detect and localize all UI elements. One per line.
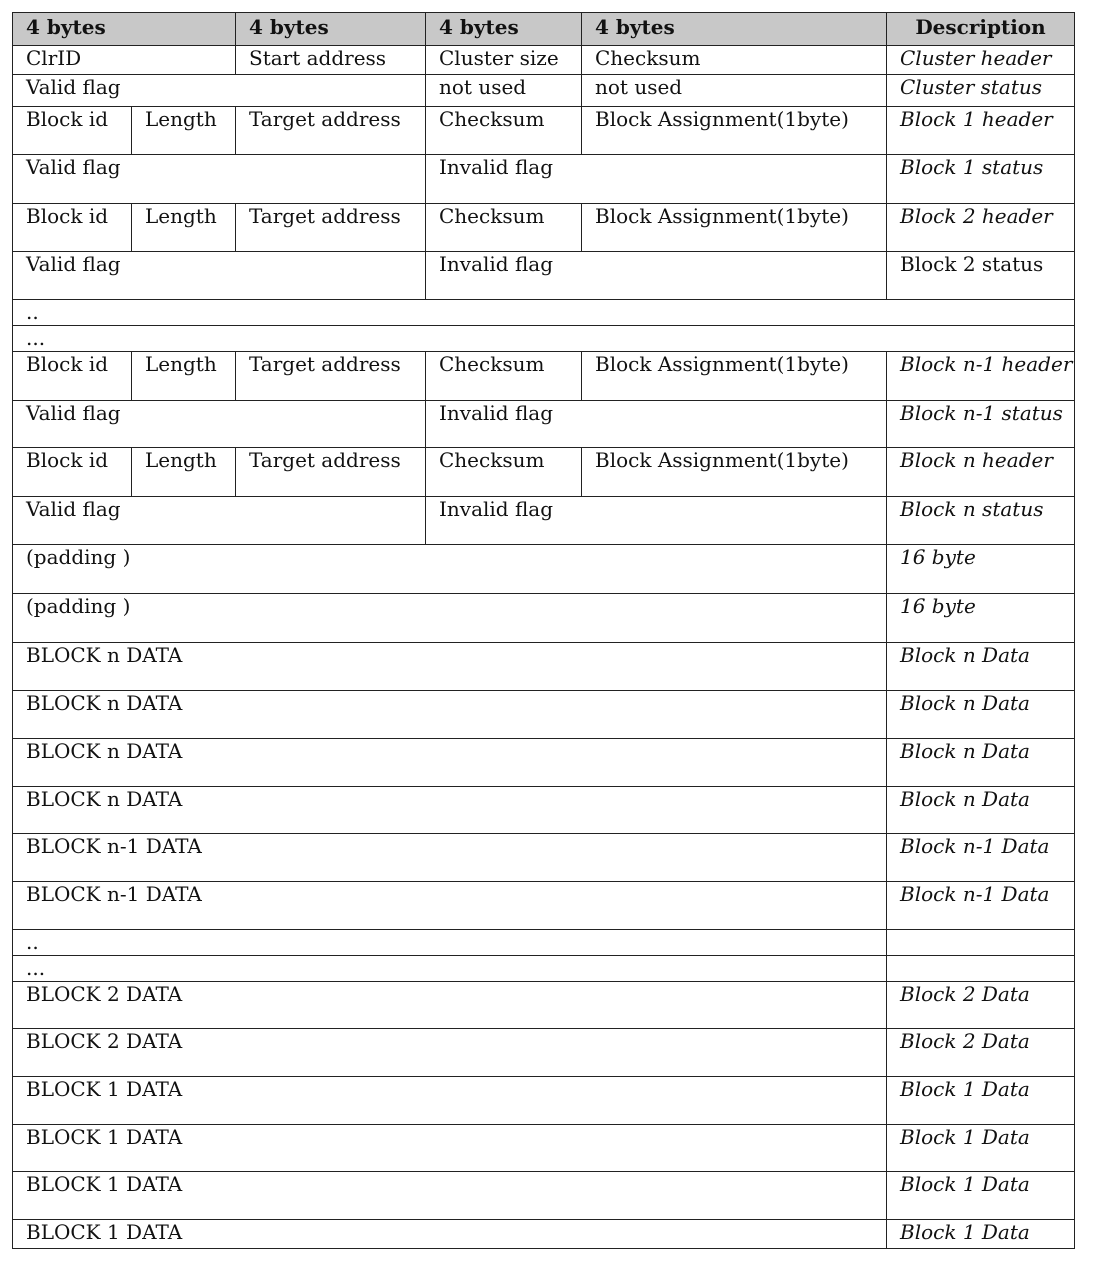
ellipsis-cell: ... — [13, 956, 887, 982]
block-status-desc: Block n-1 status — [887, 401, 1075, 448]
data-row — [13, 982, 1075, 1029]
checksum-cell: Checksum — [426, 107, 582, 155]
data-desc: Block 1 Data — [887, 1125, 1075, 1172]
block-assignment-cell: Block Assignment(1byte) — [582, 107, 887, 155]
data-row — [13, 1125, 1075, 1172]
block-header-desc: Block 1 header — [887, 107, 1075, 155]
cluster-valid-flag-cell: Valid flag — [13, 75, 426, 107]
data-row — [13, 691, 1075, 739]
valid-flag-cell: Valid flag — [13, 401, 426, 448]
data-cell: BLOCK 1 DATA — [13, 1172, 887, 1220]
target-address-cell: Target address — [236, 352, 426, 401]
length-cell: Length — [132, 448, 236, 497]
ellipsis-row — [13, 930, 1075, 956]
data-cell: BLOCK n-1 DATA — [13, 882, 887, 930]
data-row — [13, 1029, 1075, 1077]
block-id-cell: Block id — [13, 352, 132, 401]
col-header-1: 4 bytes — [13, 13, 236, 46]
cluster-size-cell: Cluster size — [426, 46, 582, 75]
block-header-row — [13, 204, 1075, 252]
not-used-cell: not used — [426, 75, 582, 107]
block-id-cell: Block id — [13, 107, 132, 155]
block-status-row — [13, 252, 1075, 300]
block-status-row — [13, 497, 1075, 545]
data-desc: Block n Data — [887, 739, 1075, 787]
data-cell: BLOCK n DATA — [13, 643, 887, 691]
block-header-row — [13, 448, 1075, 497]
data-row — [13, 1172, 1075, 1220]
padding-desc: 16 byte — [887, 545, 1075, 594]
header-row — [13, 13, 1075, 46]
target-address-cell: Target address — [236, 107, 426, 155]
start-address-cell: Start address — [236, 46, 426, 75]
invalid-flag-cell: Invalid flag — [426, 155, 887, 204]
memory-layout-table — [12, 12, 1075, 1249]
data-row — [13, 1220, 1075, 1249]
block-assignment-cell: Block Assignment(1byte) — [582, 448, 887, 497]
empty-desc — [887, 956, 1075, 982]
block-header-row — [13, 107, 1075, 155]
ellipsis-cell: .. — [13, 300, 1075, 326]
block-status-desc: Block 1 status — [887, 155, 1075, 204]
padding-desc: 16 byte — [887, 594, 1075, 643]
data-desc: Block 1 Data — [887, 1220, 1075, 1249]
invalid-flag-cell: Invalid flag — [426, 252, 887, 300]
data-desc: Block 2 Data — [887, 982, 1075, 1029]
valid-flag-cell: Valid flag — [13, 155, 426, 204]
checksum-cell: Checksum — [426, 204, 582, 252]
data-cell: BLOCK 2 DATA — [13, 982, 887, 1029]
data-desc: Block n-1 Data — [887, 882, 1075, 930]
data-cell: BLOCK n-1 DATA — [13, 834, 887, 882]
padding-cell: (padding ) — [13, 594, 887, 643]
col-header-2: 4 bytes — [236, 13, 426, 46]
block-header-desc: Block 2 header — [887, 204, 1075, 252]
invalid-flag-cell: Invalid flag — [426, 401, 887, 448]
checksum-cell: Checksum — [426, 448, 582, 497]
block-assignment-cell: Block Assignment(1byte) — [582, 352, 887, 401]
cluster-checksum-cell: Checksum — [582, 46, 887, 75]
data-desc: Block 1 Data — [887, 1077, 1075, 1125]
block-assignment-cell: Block Assignment(1byte) — [582, 204, 887, 252]
description-header: Description — [887, 13, 1075, 46]
ellipsis-cell: .. — [13, 930, 887, 956]
valid-flag-cell: Valid flag — [13, 497, 426, 545]
block-status-desc: Block n status — [887, 497, 1075, 545]
target-address-cell: Target address — [236, 204, 426, 252]
ellipsis-cell: ... — [13, 326, 1075, 352]
cluster-id-cell: ClrID — [13, 46, 236, 75]
block-header-desc: Block n header — [887, 448, 1075, 497]
data-cell: BLOCK 1 DATA — [13, 1220, 887, 1249]
not-used-cell: not used — [582, 75, 887, 107]
cluster-header-row — [13, 46, 1075, 75]
data-cell: BLOCK n DATA — [13, 787, 887, 834]
block-header-desc: Block n-1 header — [887, 352, 1075, 401]
length-cell: Length — [132, 204, 236, 252]
data-cell: BLOCK n DATA — [13, 691, 887, 739]
data-desc: Block 2 Data — [887, 1029, 1075, 1077]
data-desc: Block n Data — [887, 787, 1075, 834]
padding-row — [13, 545, 1075, 594]
length-cell: Length — [132, 352, 236, 401]
valid-flag-cell: Valid flag — [13, 252, 426, 300]
col-header-4: 4 bytes — [582, 13, 887, 46]
cluster-status-desc: Cluster status — [887, 75, 1075, 107]
data-row — [13, 834, 1075, 882]
cluster-header-desc: Cluster header — [887, 46, 1075, 75]
data-desc: Block n Data — [887, 643, 1075, 691]
block-id-cell: Block id — [13, 448, 132, 497]
data-row — [13, 739, 1075, 787]
data-desc: Block n-1 Data — [887, 834, 1075, 882]
invalid-flag-cell: Invalid flag — [426, 497, 887, 545]
block-id-cell: Block id — [13, 204, 132, 252]
data-desc: Block n Data — [887, 691, 1075, 739]
padding-row — [13, 594, 1075, 643]
col-header-3: 4 bytes — [426, 13, 582, 46]
data-row — [13, 787, 1075, 834]
data-cell: BLOCK 2 DATA — [13, 1029, 887, 1077]
data-cell: BLOCK n DATA — [13, 739, 887, 787]
data-row — [13, 1077, 1075, 1125]
block-status-row — [13, 155, 1075, 204]
data-row — [13, 643, 1075, 691]
checksum-cell: Checksum — [426, 352, 582, 401]
data-cell: BLOCK 1 DATA — [13, 1125, 887, 1172]
length-cell: Length — [132, 107, 236, 155]
block-status-row — [13, 401, 1075, 448]
empty-desc — [887, 930, 1075, 956]
data-desc: Block 1 Data — [887, 1172, 1075, 1220]
data-row — [13, 882, 1075, 930]
cluster-status-row — [13, 75, 1075, 107]
target-address-cell: Target address — [236, 448, 426, 497]
ellipsis-row — [13, 956, 1075, 982]
data-cell: BLOCK 1 DATA — [13, 1077, 887, 1125]
block-status-desc: Block 2 status — [887, 252, 1075, 300]
padding-cell: (padding ) — [13, 545, 887, 594]
block-header-row — [13, 352, 1075, 401]
ellipsis-row — [13, 326, 1075, 352]
ellipsis-row — [13, 300, 1075, 326]
